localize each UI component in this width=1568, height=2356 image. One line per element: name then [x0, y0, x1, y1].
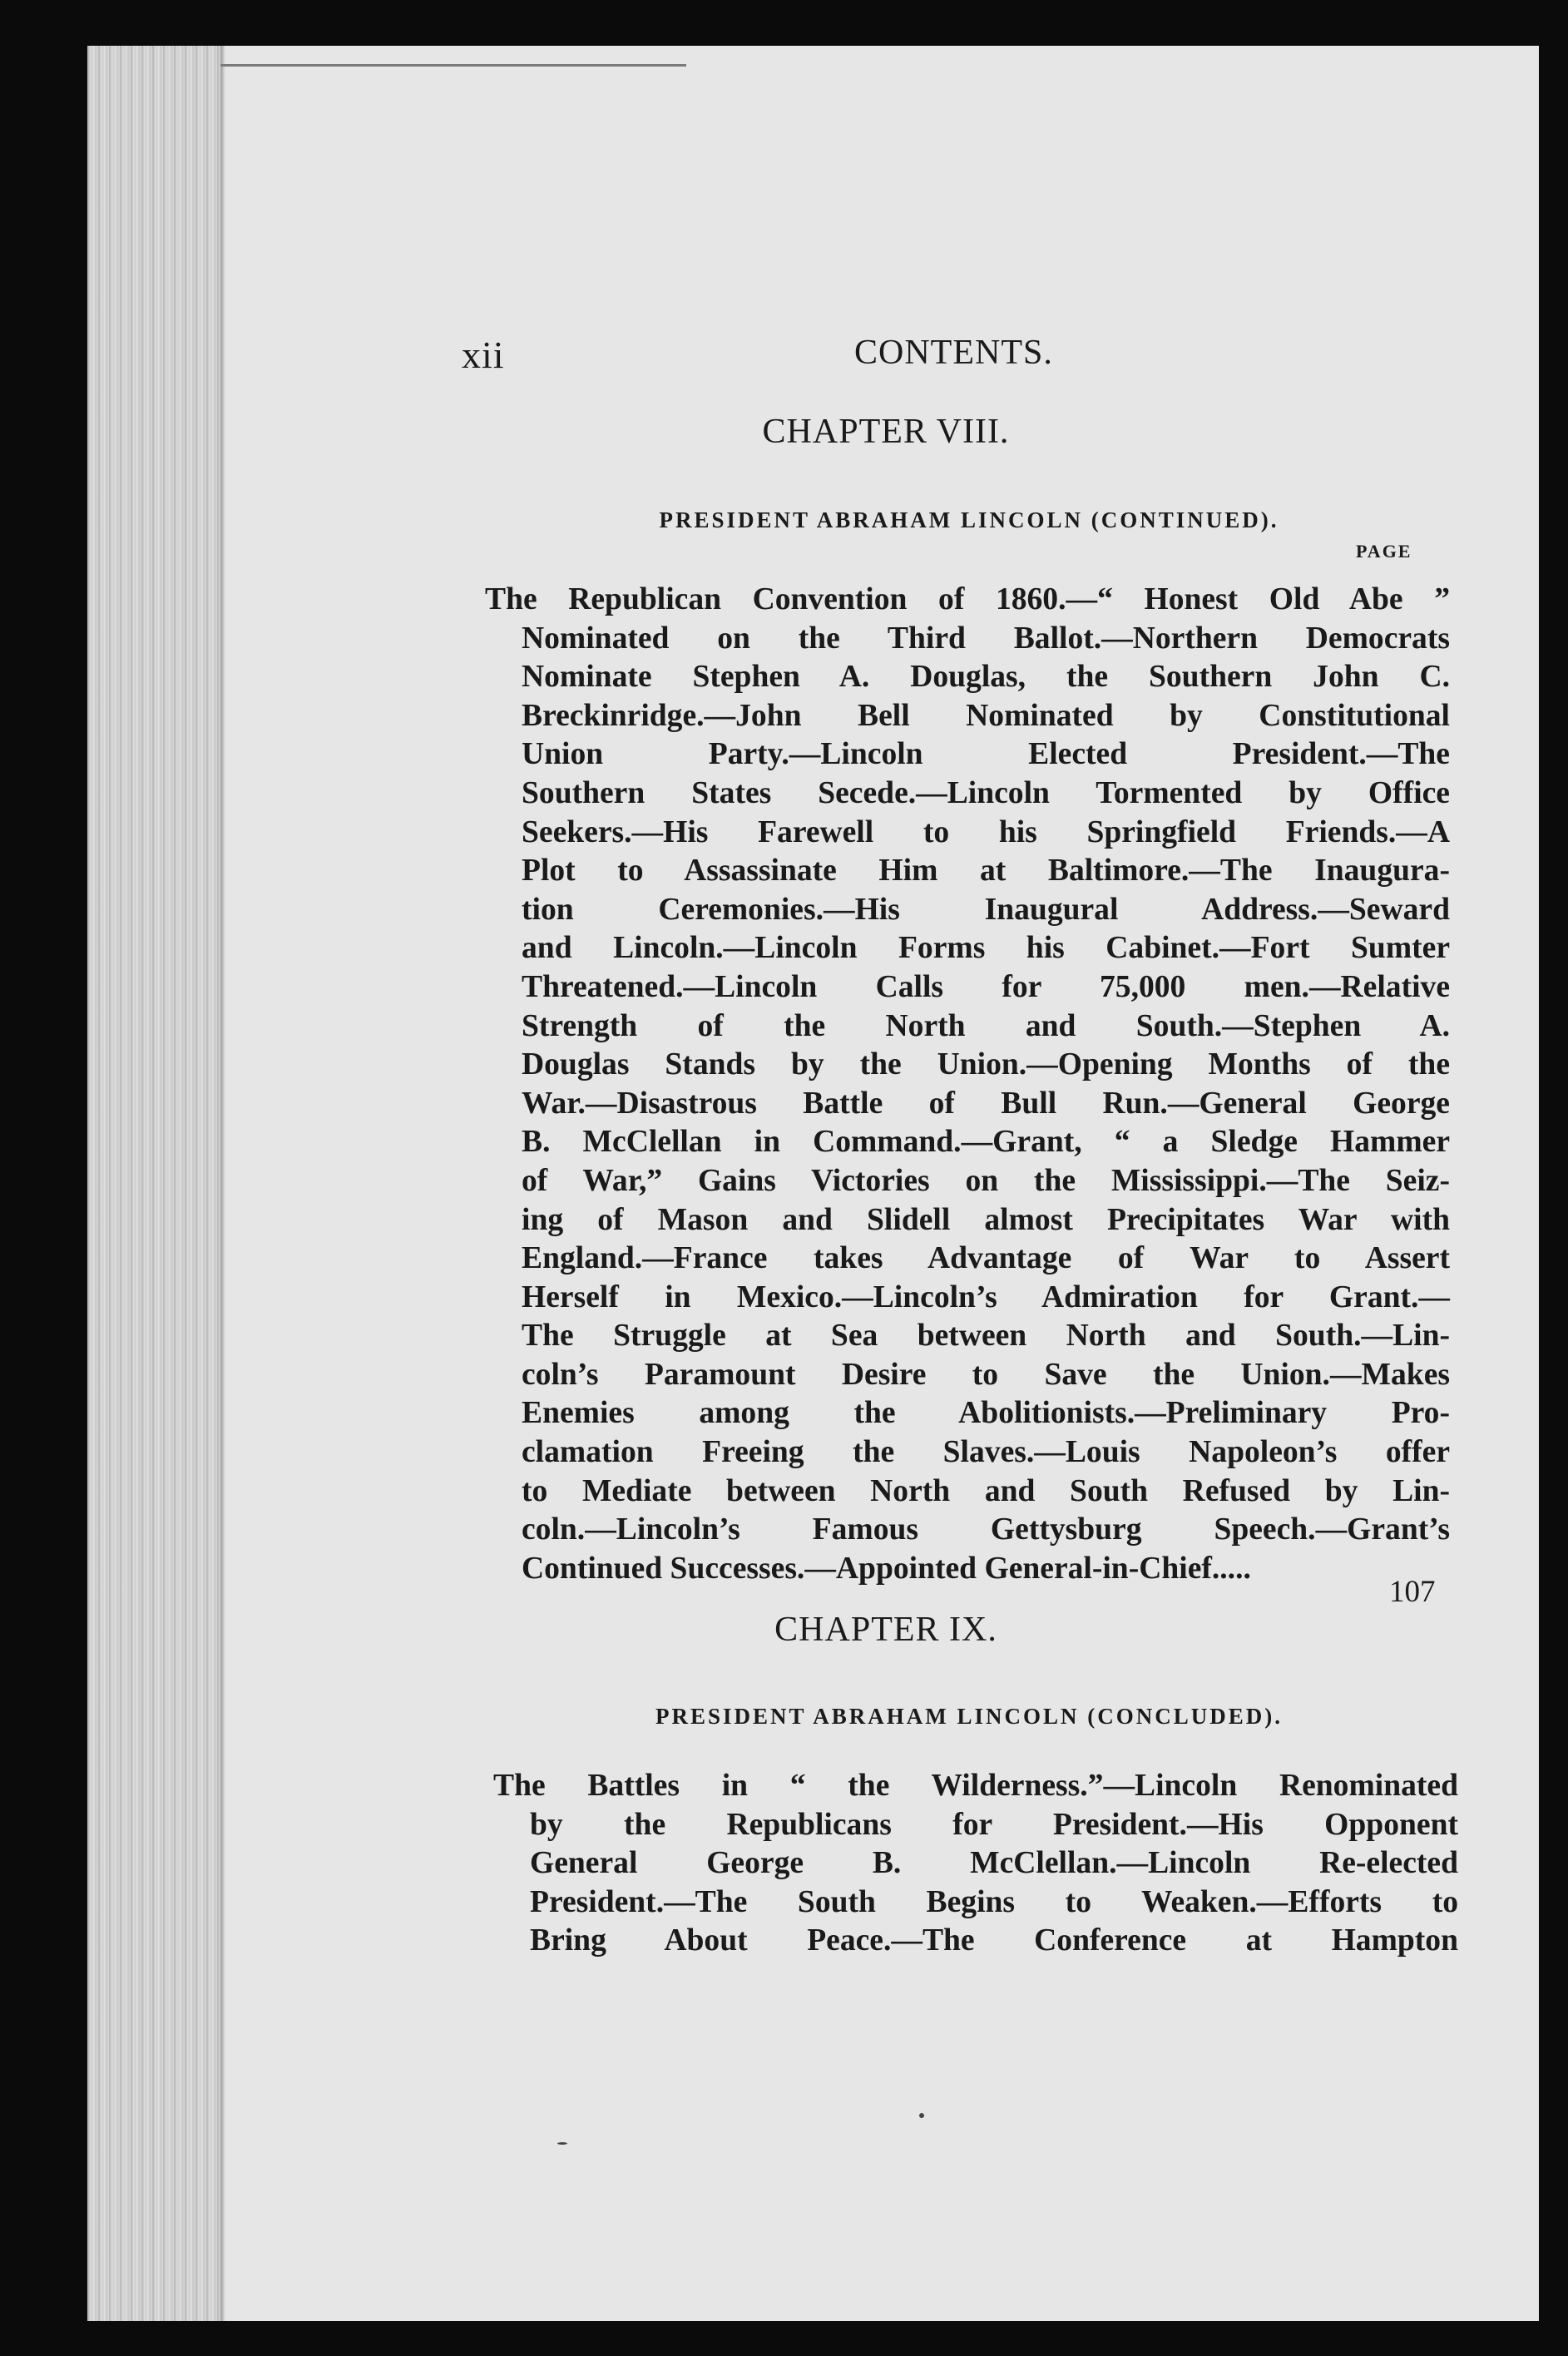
- summary-line: Nominated on the Third Ballot.—Northern Democrats: [522, 621, 1450, 656]
- chapter-summary: [493, 1767, 1458, 1961]
- summary-line: and Lincoln.—Lincoln Forms his Cabinet.—Fort Sumter: [522, 931, 1450, 966]
- summary-line: Douglas Stands by the Union.—Opening Months of the: [522, 1047, 1450, 1082]
- summary-line: coln.—Lincoln’s Famous Gettysburg Speech.—Grant’s: [522, 1512, 1450, 1547]
- summary-line: tion Ceremonies.—His Inaugural Address.—Seward: [522, 892, 1450, 927]
- summary-line: clamation Freeing the Slaves.—Louis Napoleon’s offer: [522, 1435, 1450, 1470]
- chapter-summary: [485, 581, 1450, 1588]
- summary-line: Threatened.—Lincoln Calls for 75,000 men.—Relative: [522, 969, 1450, 1004]
- summary-line: President.—The South Begins to Weaken.—Efforts to: [530, 1884, 1458, 1919]
- scan-speck: [919, 2113, 924, 2118]
- chapter-subtitle: PRESIDENT ABRAHAM LINCOLN (CONCLUDED).: [655, 1704, 1284, 1729]
- page-top-edge-rule: [220, 64, 686, 67]
- entry-page-number: 107: [1389, 1575, 1436, 1609]
- summary-line: Continued Successes.—Appointed General-in-Chief.....: [522, 1551, 1251, 1586]
- chapter-subtitle: PRESIDENT ABRAHAM LINCOLN (CONTINUED).: [659, 507, 1279, 532]
- running-head: [87, 333, 1539, 399]
- summary-line: to Mediate between North and South Refused by Lin-: [522, 1473, 1450, 1508]
- chapter-heading: CHAPTER VIII.: [762, 413, 1010, 451]
- summary-line: Plot to Assassinate Him at Baltimore.—The Inaugura-: [522, 854, 1450, 888]
- summary-line: of War,” Gains Victories on the Mississippi.—The Seiz-: [522, 1163, 1450, 1198]
- summary-line: Southern States Secede.—Lincoln Tormented by Office: [522, 775, 1450, 810]
- running-title: CONTENTS.: [854, 334, 1053, 372]
- summary-line: Nominate Stephen A. Douglas, the Southern John C.: [522, 660, 1450, 695]
- summary-line: by the Republicans for President.—His Opponent: [530, 1807, 1458, 1842]
- page-folio: xii: [462, 334, 505, 376]
- summary-line: Strength of the North and South.—Stephen A.: [522, 1008, 1450, 1043]
- summary-line: ing of Mason and Slidell almost Precipitates War with: [522, 1202, 1450, 1237]
- summary-line: coln’s Paramount Desire to Save the Union.—Makes: [522, 1357, 1450, 1392]
- summary-line: Seekers.—His Farewell to his Springfield Friends.—A: [522, 814, 1450, 849]
- summary-line: War.—Disastrous Battle of Bull Run.—General George: [522, 1086, 1450, 1121]
- page-column-label: PAGE: [1356, 541, 1412, 562]
- summary-line: Bring About Peace.—The Conference at Hampton: [530, 1923, 1458, 1958]
- summary-line: B. McClellan in Command.—Grant, “ a Sledge Hammer: [522, 1125, 1450, 1160]
- summary-line: The Battles in “ the Wilderness.”—Lincoln Renominated: [493, 1769, 1458, 1803]
- summary-line: Breckinridge.—John Bell Nominated by Constitutional: [522, 698, 1450, 733]
- summary-line: Herself in Mexico.—Lincoln’s Admiration for Grant.—: [522, 1279, 1450, 1314]
- summary-line: Enemies among the Abolitionists.—Preliminary Pro-: [522, 1396, 1450, 1431]
- summary-line: Union Party.—Lincoln Elected President.—The: [522, 737, 1450, 772]
- summary-line: The Struggle at Sea between North and South.—Lin-: [522, 1319, 1450, 1354]
- chapter-heading: CHAPTER IX.: [774, 1611, 997, 1649]
- summary-line: The Republican Convention of 1860.—“ Honest Old Abe ”: [485, 582, 1450, 616]
- summary-line: England.—France takes Advantage of War to Assert: [522, 1241, 1450, 1276]
- scan-speck: [557, 2142, 567, 2145]
- book-page: [87, 46, 1539, 2321]
- summary-line: General George B. McClellan.—Lincoln Re-elected: [530, 1846, 1458, 1881]
